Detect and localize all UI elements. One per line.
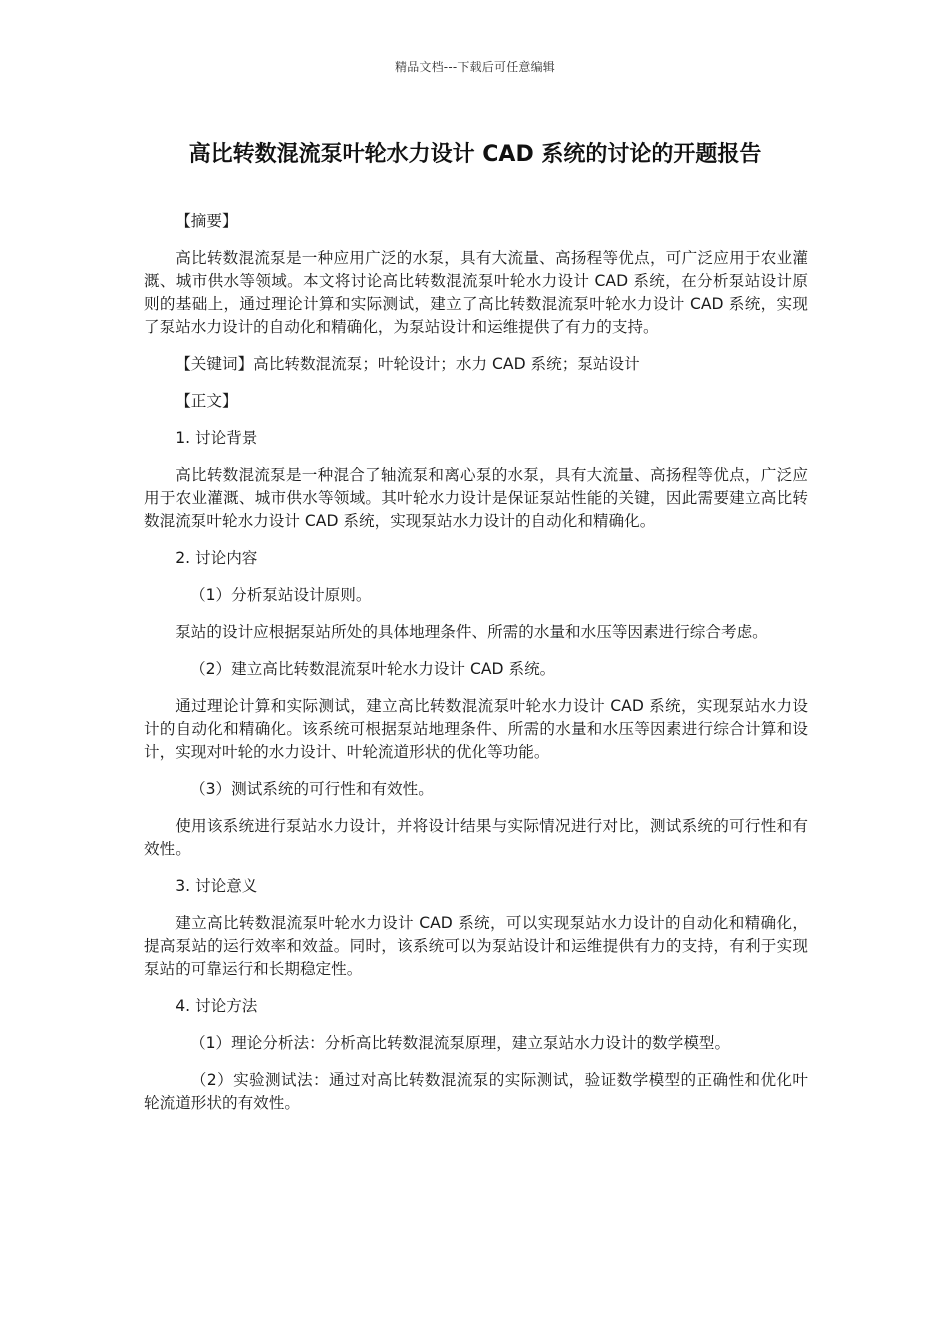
item-1-heading: （1）分析泵站设计原则。: [190, 586, 372, 604]
abstract-paragraph: 高比转数混流泵是一种应用广泛的水泵，具有大流量、高扬程等优点，可广泛应用于农业灌溉、城市供水等领域。本文将讨论高比转数混流泵叶轮水力设计 CAD 系统，在分析泵站设计原则的基础上，通过理论计算和实际测试，建立了高比转数混流泵叶轮水力设计 CAD 系统，实现了泵站水力设计的自动化和精确化，为泵站设计和运维提供了有力的支持。: [144, 249, 808, 336]
body-label: 【正文】: [175, 392, 238, 410]
item-1-paragraph: 泵站的设计应根据泵站所处的具体地理条件、所需的水量和水压等因素进行综合考虑。: [175, 623, 768, 641]
section-1-paragraph: 高比转数混流泵是一种混合了轴流泵和离心泵的水泵，具有大流量、高扬程等优点，广泛应用于农业灌溉、城市供水等领域。其叶轮水力设计是保证泵站性能的关键，因此需要建立高比转数混流泵叶轮水力设计 CAD 系统，实现泵站水力设计的自动化和精确化。: [144, 466, 808, 530]
item-2-paragraph: 通过理论计算和实际测试，建立高比转数混流泵叶轮水力设计 CAD 系统，实现泵站水力设计的自动化和精确化。该系统可根据泵站地理条件、所需的水量和水压等因素进行综合计算和设计，实现对叶轮的水力设计、叶轮流道形状的优化等功能。: [144, 697, 808, 761]
method-1: （1）理论分析法：分析高比转数混流泵原理，建立泵站水力设计的数学模型。: [190, 1034, 731, 1052]
item-3-heading: （3）测试系统的可行性和有效性。: [190, 780, 434, 798]
method-2: （2）实验测试法：通过对高比转数混流泵的实际测试，验证数学模型的正确性和优化叶轮流道形状的有效性。: [144, 1071, 808, 1112]
document-body: [144, 210, 808, 1129]
header-note: 精品文档---下载后可任意编辑: [395, 60, 555, 74]
section-3-heading: 3. 讨论意义: [175, 877, 258, 895]
item-2-heading: （2）建立高比转数混流泵叶轮水力设计 CAD 系统。: [190, 660, 556, 678]
section-3-paragraph: 建立高比转数混流泵叶轮水力设计 CAD 系统，可以实现泵站水力设计的自动化和精确化，提高泵站的运行效率和效益。同时，该系统可以为泵站设计和运维提供有力的支持，有利于实现泵站的可靠运行和长期稳定性。: [144, 914, 808, 978]
item-3-paragraph: 使用该系统进行泵站水力设计，并将设计结果与实际情况进行对比，测试系统的可行性和有效性。: [144, 817, 808, 858]
section-4-heading: 4. 讨论方法: [175, 997, 258, 1015]
keywords-line: 【关键词】高比转数混流泵；叶轮设计；水力 CAD 系统；泵站设计: [175, 355, 640, 373]
section-2-heading: 2. 讨论内容: [175, 549, 258, 567]
abstract-label: 【摘要】: [175, 212, 238, 230]
document-title: 高比转数混流泵叶轮水力设计 CAD 系统的讨论的开题报告: [188, 142, 762, 167]
section-1-heading: 1. 讨论背景: [175, 429, 258, 447]
